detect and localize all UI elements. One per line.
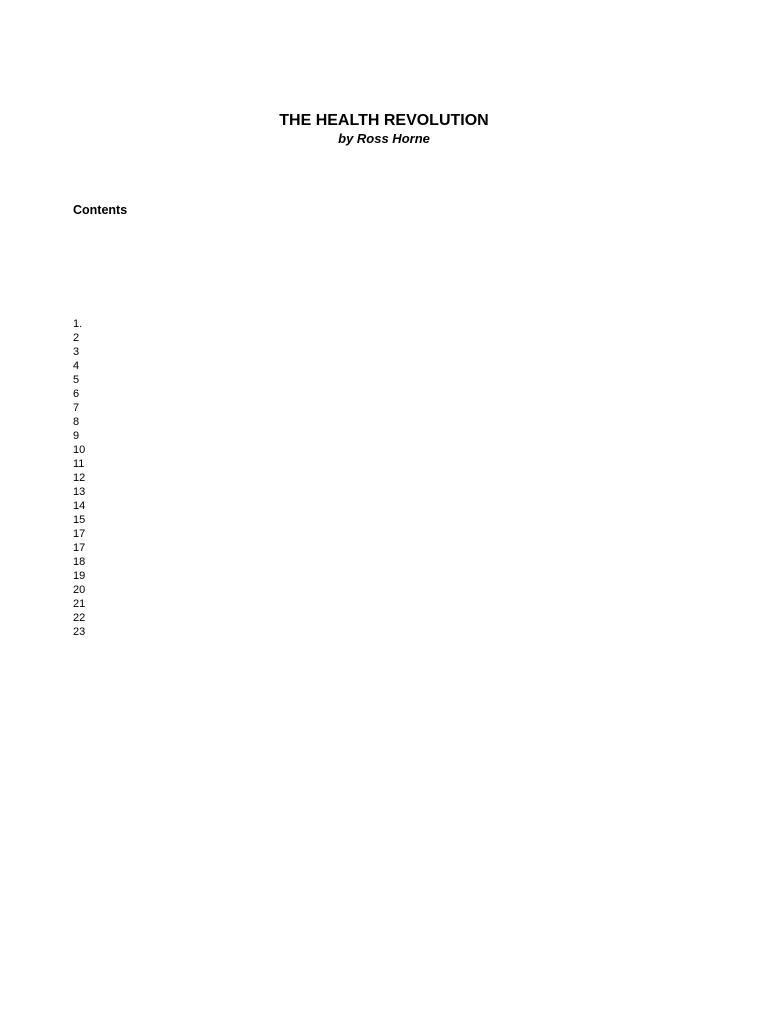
table-of-contents bbox=[73, 219, 694, 639]
document-author: by Ross Horne bbox=[338, 131, 430, 146]
toc-entry bbox=[73, 471, 694, 485]
toc-entry bbox=[73, 261, 694, 275]
toc-entry bbox=[73, 373, 694, 387]
toc-entry-number: 20 bbox=[73, 584, 86, 596]
toc-entry-number: 19 bbox=[73, 570, 86, 582]
toc-entry-number: 21 bbox=[73, 598, 86, 610]
toc-entry-number: 23 bbox=[73, 626, 86, 638]
toc-entry bbox=[73, 387, 694, 401]
toc-entry bbox=[73, 415, 694, 429]
toc-entry bbox=[73, 345, 694, 359]
toc-entry-number: 1. bbox=[73, 318, 83, 330]
toc-entry bbox=[73, 275, 694, 289]
toc-entry bbox=[73, 289, 694, 303]
toc-entry-number: 10 bbox=[73, 444, 86, 456]
contents-heading: Contents bbox=[73, 203, 128, 217]
toc-entry bbox=[73, 247, 694, 261]
toc-entry bbox=[73, 569, 694, 583]
document-title: THE HEALTH REVOLUTION bbox=[279, 112, 489, 129]
toc-entry bbox=[73, 625, 694, 639]
toc-entry bbox=[73, 555, 694, 569]
toc-entry bbox=[73, 513, 694, 527]
toc-entry-number: 11 bbox=[73, 458, 85, 470]
toc-entry-number: 17 bbox=[73, 528, 86, 540]
toc-entry-number: 9 bbox=[73, 430, 80, 442]
toc-entry bbox=[73, 359, 694, 373]
toc-entry-number: 12 bbox=[73, 472, 86, 484]
toc-entry-number: 15 bbox=[73, 514, 86, 526]
toc-entry bbox=[73, 443, 694, 457]
toc-entry bbox=[73, 583, 694, 597]
toc-entry bbox=[73, 331, 694, 345]
toc-entry-number: 3 bbox=[73, 346, 80, 358]
toc-entry-number: 7 bbox=[73, 402, 80, 414]
toc-entry-number: 2 bbox=[73, 332, 80, 344]
toc-entry-number: 6 bbox=[73, 388, 80, 400]
toc-entry bbox=[73, 499, 694, 513]
toc-entry bbox=[73, 401, 694, 415]
toc-entry-number: 5 bbox=[73, 374, 80, 386]
toc-entry-number: 8 bbox=[73, 416, 80, 428]
toc-entry bbox=[73, 541, 694, 555]
toc-entry-number: 13 bbox=[73, 486, 86, 498]
toc-entry bbox=[73, 485, 694, 499]
toc-entry bbox=[73, 219, 694, 233]
toc-entry-number: 18 bbox=[73, 556, 86, 568]
toc-entry-number: 4 bbox=[73, 360, 80, 372]
toc-entry-number: 22 bbox=[73, 612, 86, 624]
toc-entry bbox=[73, 527, 694, 541]
toc-entry-number: 14 bbox=[73, 500, 86, 512]
toc-entry-number: 17 bbox=[73, 542, 86, 554]
toc-entry bbox=[73, 233, 694, 247]
toc-entry bbox=[73, 611, 694, 625]
toc-entry bbox=[73, 317, 694, 331]
toc-entry bbox=[73, 303, 694, 317]
toc-entry bbox=[73, 429, 694, 443]
toc-entry bbox=[73, 597, 694, 611]
toc-entry bbox=[73, 457, 694, 471]
